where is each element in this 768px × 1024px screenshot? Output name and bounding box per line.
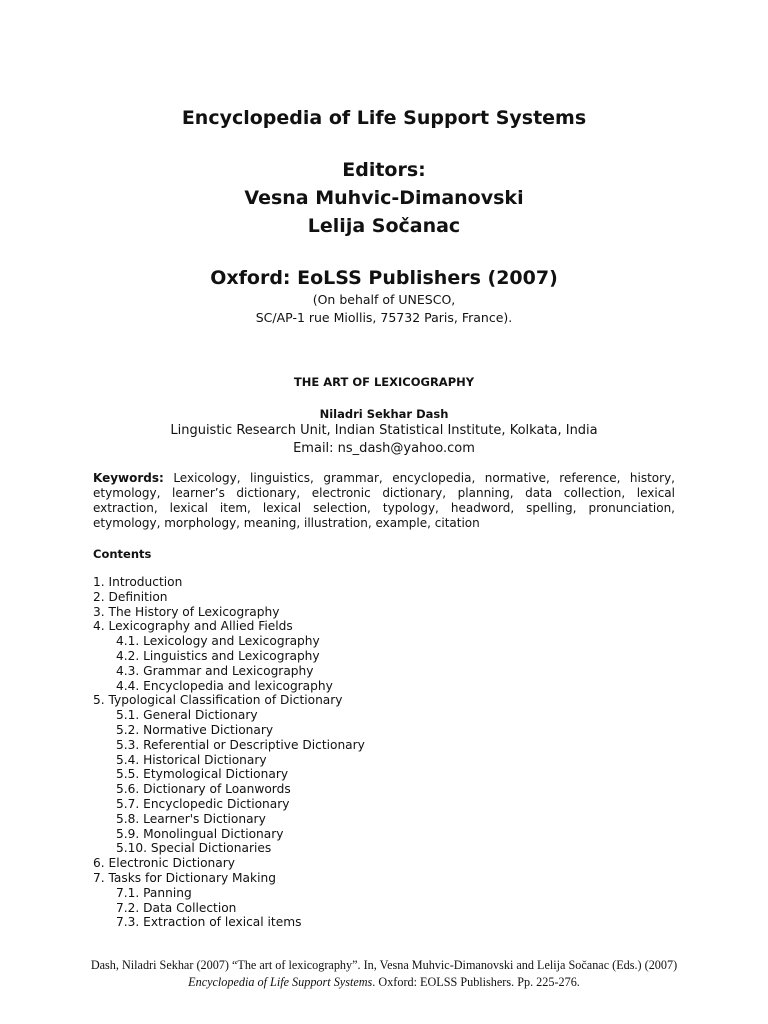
toc-item: 5.8. Learner's Dictionary xyxy=(116,811,266,826)
editors-label: Editors: xyxy=(342,159,426,181)
author-block xyxy=(0,406,768,458)
contents-heading: Contents xyxy=(93,547,152,561)
toc-item: 5. Typological Classification of Dictionary xyxy=(93,693,343,708)
toc-item: 7.2. Data Collection xyxy=(116,900,237,915)
publisher-block xyxy=(0,264,768,292)
toc-item: 2. Definition xyxy=(93,589,168,604)
behalf-line: (On behalf of UNESCO, xyxy=(312,292,456,307)
toc-item: 5.3. Referential or Descriptive Dictionary xyxy=(116,737,365,752)
keywords-label: Keywords: xyxy=(93,471,164,485)
toc-item: 7.3. Extraction of lexical items xyxy=(116,915,302,930)
citation-text-end: . Oxford: EOLSS Publishers. Pp. 225-276. xyxy=(372,975,580,989)
article-title: THE ART OF LEXICOGRAPHY xyxy=(293,375,475,389)
toc-item: 5.2. Normative Dictionary xyxy=(116,722,274,737)
toc-item: 3. The History of Lexicography xyxy=(93,604,280,619)
editor-name: Vesna Muhvic-Dimanovski xyxy=(244,187,524,209)
keywords-paragraph xyxy=(93,471,675,531)
toc-item: 1. Introduction xyxy=(93,575,183,589)
author-email: Email: ns_dash@yahoo.com xyxy=(293,441,475,456)
toc-item: 4.4. Encyclopedia and lexicography xyxy=(116,678,333,693)
behalf-line: SC/AP-1 rue Miollis, 75732 Paris, France). xyxy=(255,310,513,325)
toc-item: 5.9. Monolingual Dictionary xyxy=(116,826,284,841)
toc-item: 5.7. Encyclopedic Dictionary xyxy=(116,796,290,811)
toc-item: 4. Lexicography and Allied Fields xyxy=(93,619,293,634)
citation-text: Dash, Niladri Sekhar (2007) “The art of lexicography”. In, Vesna Muhvic-Dimanovski and Lelija Sočanac (Eds.) (2007) xyxy=(90,958,678,972)
toc-item: 5.5. Etymological Dictionary xyxy=(116,767,289,782)
citation-footer xyxy=(60,957,708,991)
toc-item: 6. Electronic Dictionary xyxy=(93,856,235,871)
author-name: Niladri Sekhar Dash xyxy=(319,407,449,421)
toc-item: 4.1. Lexicology and Lexicography xyxy=(116,634,320,649)
toc-item: 5.6. Dictionary of Loanwords xyxy=(116,782,291,797)
toc-item: 5.1. General Dictionary xyxy=(116,708,258,723)
toc-item: 5.4. Historical Dictionary xyxy=(116,752,267,767)
citation-italic-title: Encyclopedia of Life Support Systems xyxy=(188,975,373,989)
toc-item: 7.1. Panning xyxy=(116,885,192,900)
keywords-text: Lexicology, linguistics, grammar, encyclopedia, normative, reference, history, etymology, learner’s dictionary, electronic dictionary, planning, data collection, lexical extraction, lexical item, lexical selection, typology, headword, spelling, pronunciation, etymology, morphology, meaning, illustration, example, citation xyxy=(93,471,675,530)
publisher-line: Oxford: EoLSS Publishers (2007) xyxy=(210,267,558,289)
toc-item: 4.2. Linguistics and Lexicography xyxy=(116,648,320,663)
author-affiliation: Linguistic Research Unit, Indian Statistical Institute, Kolkata, India xyxy=(170,423,598,438)
table-of-contents xyxy=(93,575,693,930)
editor-name: Lelija Sočanac xyxy=(307,215,461,237)
toc-item: 4.3. Grammar and Lexicography xyxy=(116,663,314,678)
editors-block xyxy=(0,156,768,240)
encyclopedia-title-block xyxy=(0,104,768,132)
toc-item: 7. Tasks for Dictionary Making xyxy=(93,870,276,885)
toc-item: 5.10. Special Dictionaries xyxy=(116,841,272,856)
encyclopedia-title: Encyclopedia of Life Support Systems xyxy=(181,107,587,129)
behalf-block xyxy=(0,291,768,327)
